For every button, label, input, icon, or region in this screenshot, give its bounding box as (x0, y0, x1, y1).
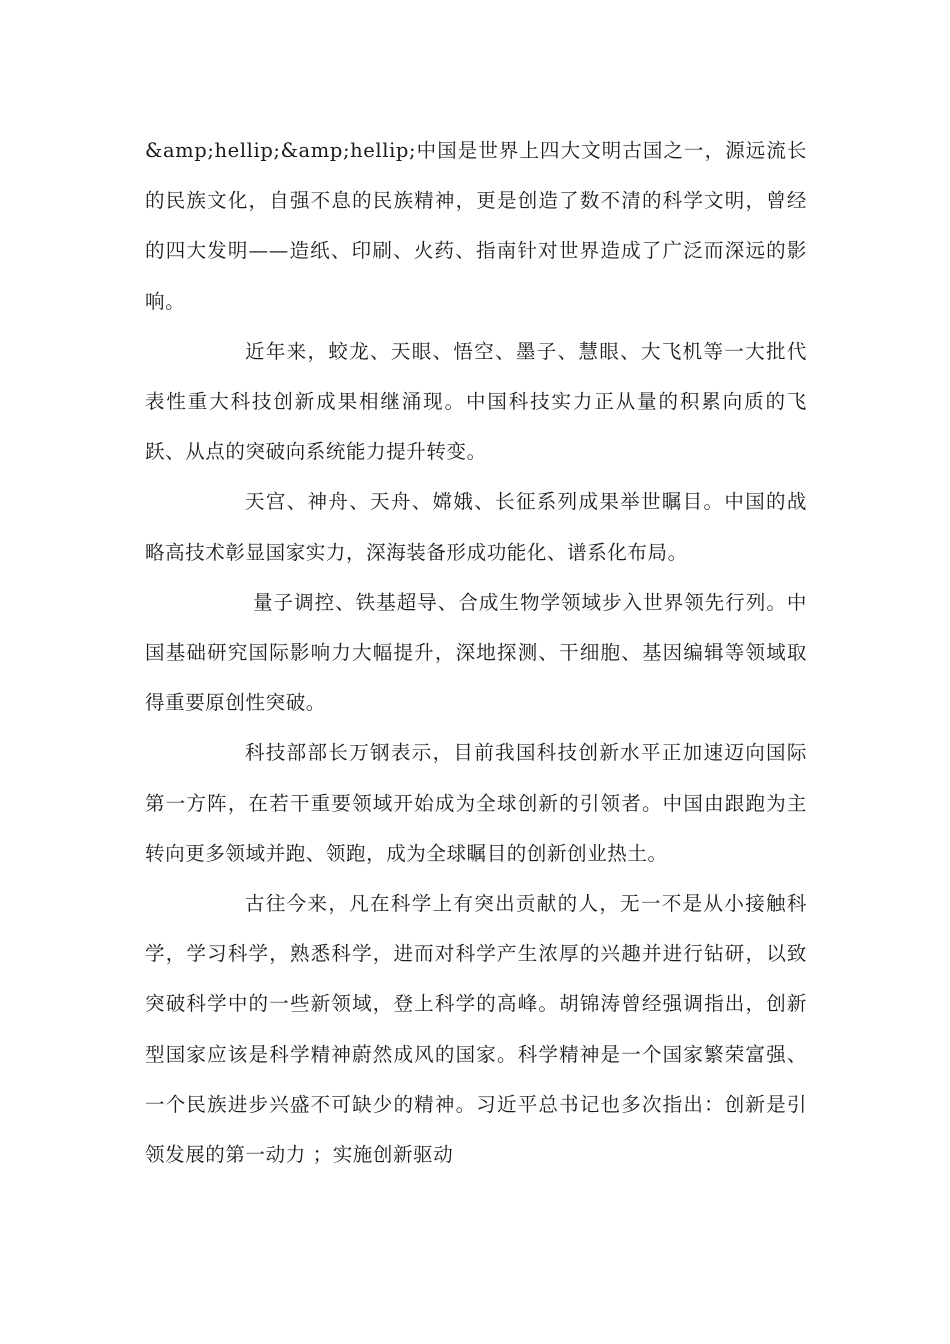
paragraph-science-spirit: 古往今来，凡在科学上有突出贡献的人，无一不是从小接触科学，学习科学，熟悉科学，进而对科学产生浓厚的兴趣并进行钻研，以致突破科学中的一些新领域，登上科学的高峰。胡锦涛曾经强调指出，创新型国家应该是科学精神蔚然成风的国家。科学精神是一个国家繁荣富强、一个民族进步兴盛不可缺少的精神。习近平总书记也多次指出：创新是引领发展的第一动力 ；实施创新驱动 (145, 892, 807, 1167)
paragraph-space: 天宫、神舟、天舟、嫦娥、长征系列成果举世瞩目。中国的战略高技术彰显国家实力，深海装备形成功能化、谱系化布局。 (145, 490, 807, 564)
document-body (145, 126, 807, 1180)
paragraph-basic-research: 量子调控、铁基超导、合成生物学领域步入世界领先行列。中国基础研究国际影响力大幅提升，深地探测、干细胞、基因编辑等领域取得重要原创性突破。 (145, 590, 807, 715)
paragraph-achievements: 近年来，蛟龙、天眼、悟空、墨子、慧眼、大飞机等一大批代表性重大科技创新成果相继涌现。中国科技实力正从量的积累向质的飞跃、从点的突破向系统能力提升转变。 (145, 339, 807, 464)
paragraph-minister: 科技部部长万钢表示，目前我国科技创新水平正加速迈向国际第一方阵，在若干重要领域开始成为全球创新的引领者。中国由跟跑为主转向更多领域并跑、领跑，成为全球瞩目的创新创业热土。 (145, 741, 807, 865)
paragraph-intro: &amp;hellip;&amp;hellip;中国是世界上四大文明古国之一，源远流长的民族文化，自强不息的民族精神，更是创造了数不清的科学文明，曾经的四大发明——造纸、印刷、火药、指南针对世界造成了广泛而深远的影响。 (145, 139, 807, 313)
